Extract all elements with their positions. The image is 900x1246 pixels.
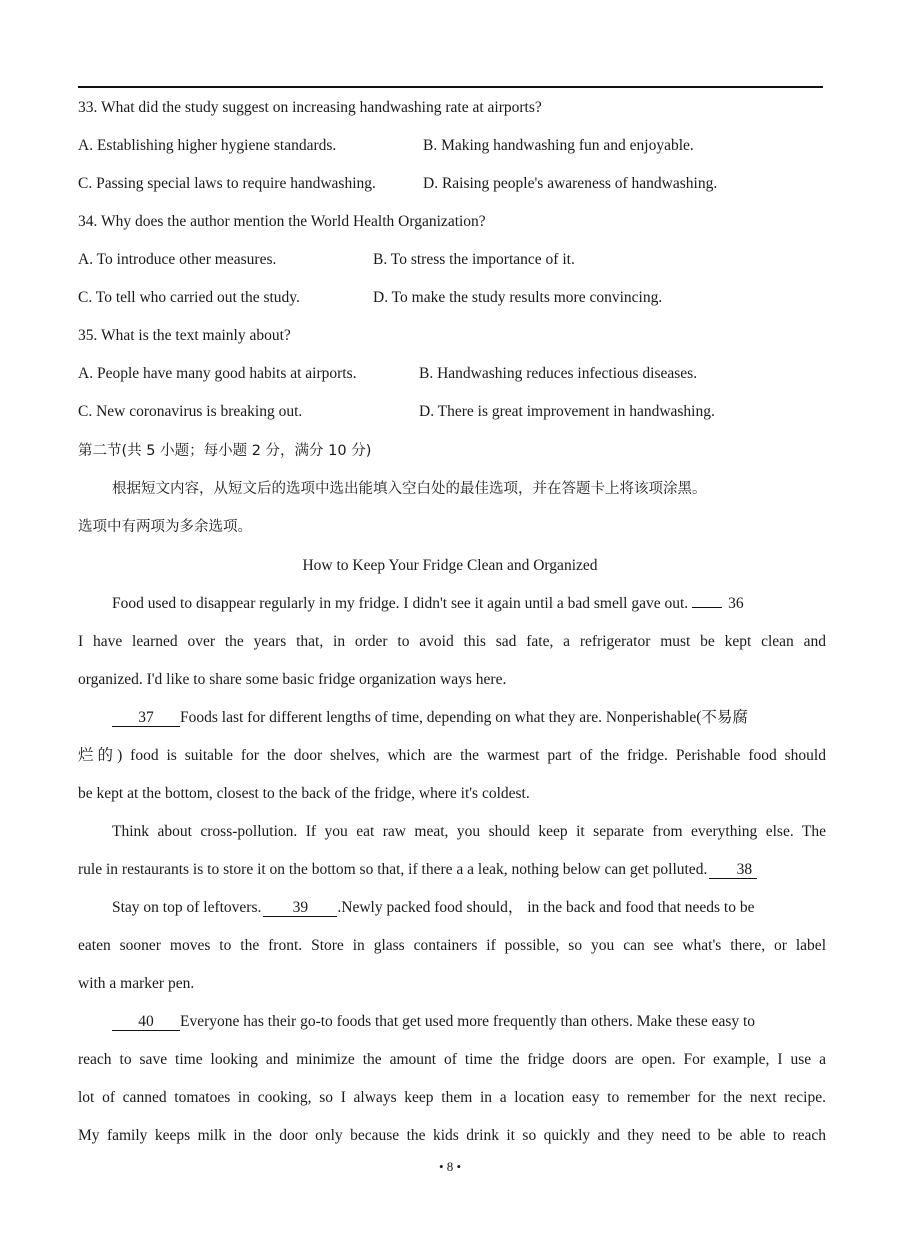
- paragraph-5-line-2: reach to save time looking and minimize the amount of time the fridge doors are open. For example, I use a: [78, 1051, 826, 1068]
- q34-option-b: B. To stress the importance of it.: [373, 251, 575, 268]
- paragraph-2-line-3: be kept at the bottom, closest to the back of the fridge, where it's coldest.: [78, 785, 530, 802]
- section-heading: 第二节(共 5 小题；每小题 2 分，满分 10 分): [78, 443, 372, 459]
- blank-37: 37: [112, 710, 180, 727]
- paragraph-2-line-1: 37 Foods last for different lengths of time, depending on what they are. Nonperishable(不易腐: [112, 708, 826, 728]
- paragraph-4-line-3: with a marker pen.: [78, 975, 195, 992]
- q34-option-c: C. To tell who carried out the study.: [78, 289, 300, 306]
- paragraph-1-line-1: Food used to disappear regularly in my fridge. I didn't see it again until a bad smell gave out. 36: [112, 595, 744, 612]
- q35-option-d: D. There is great improvement in handwashing.: [419, 403, 715, 420]
- blank-line: [692, 607, 722, 608]
- q33-option-a: A. Establishing higher hygiene standards.: [78, 137, 337, 154]
- q33-option-d: D. Raising people's awareness of handwashing.: [423, 175, 718, 192]
- q34-option-a: A. To introduce other measures.: [78, 251, 277, 268]
- q35-option-c: C. New coronavirus is breaking out.: [78, 403, 303, 420]
- blank-36-number: 36: [728, 595, 744, 612]
- q34-option-d: D. To make the study results more convincing.: [373, 289, 663, 306]
- q33-option-b: B. Making handwashing fun and enjoyable.: [423, 137, 694, 154]
- q35-stem: 35. What is the text mainly about?: [78, 327, 291, 344]
- paragraph-4-line-2: eaten sooner moves to the front. Store in glass containers if possible, so you can see what's there, or label: [78, 937, 826, 954]
- paragraph-3-line-2: rule in restaurants is to store it on the bottom so that, if there a a leak, nothing below can get polluted. 38: [78, 860, 826, 880]
- paragraph-5-line-3: lot of canned tomatoes in cooking, so I always keep them in a location easy to remember for the next recipe.: [78, 1089, 826, 1106]
- q35-option-a: A. People have many good habits at airports.: [78, 365, 357, 382]
- paragraph-4-line-1: Stay on top of leftovers. 39 .Newly packed food should， in the back and food that needs to be: [112, 899, 755, 916]
- page-number: • 8 •: [438, 1159, 462, 1174]
- paragraph-5-line-4: My family keeps milk in the door only because the kids drink it so quickly and they need to be able to reach: [78, 1127, 826, 1144]
- section-instructions-line1: 根据短文内容，从短文后的选项中选出能填入空白处的最佳选项，并在答题卡上将该项涂黑。: [112, 481, 707, 497]
- paragraph-1-line-3: organized. I'd like to share some basic fridge organization ways here.: [78, 671, 507, 688]
- paragraph-1-line-2: I have learned over the years that, in order to avoid this sad fate, a refrigerator must be kept clean and: [78, 633, 826, 650]
- q34-stem: 34. Why does the author mention the World Health Organization?: [78, 213, 486, 230]
- q33-stem: 33. What did the study suggest on increasing handwashing rate at airports?: [78, 99, 542, 116]
- q33-option-c: C. Passing special laws to require handwashing.: [78, 175, 376, 192]
- passage-title: How to Keep Your Fridge Clean and Organized: [302, 557, 598, 574]
- paragraph-5-line-1: 40 Everyone has their go-to foods that get used more frequently than others. Make these easy to: [112, 1012, 826, 1032]
- section-instructions-line2: 选项中有两项为多余选项。: [78, 519, 252, 535]
- blank-39: 39: [263, 900, 337, 917]
- blank-38: 38: [709, 862, 757, 879]
- paragraph-3-line-1: Think about cross-pollution. If you eat raw meat, you should keep it separate from everything else. The: [112, 823, 826, 840]
- blank-40: 40: [112, 1014, 180, 1031]
- q35-option-b: B. Handwashing reduces infectious diseases.: [419, 365, 698, 382]
- paragraph-2-line-2: 烂的) food is suitable for the door shelves, which are the warmest part of the fridge. Perishable food should: [78, 747, 826, 764]
- top-rule: [78, 86, 823, 88]
